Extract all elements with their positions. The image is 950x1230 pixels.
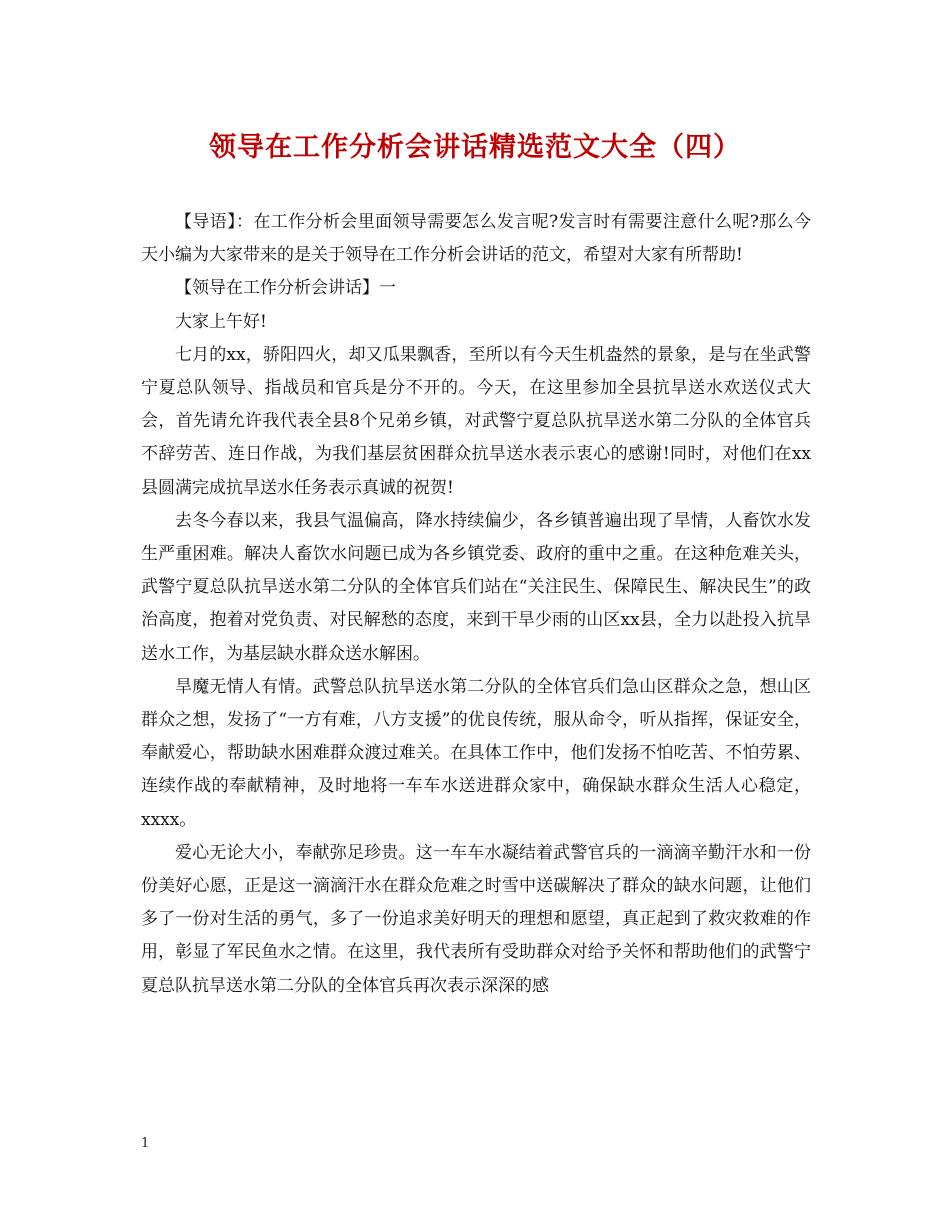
document-title: 领导在工作分析会讲话精选范文大全（四） [209,132,741,163]
paragraph-section-heading: 【领导在工作分析会讲话】一 [175,278,396,299]
paragraph-body: 去冬今春以来，我县气温偏高，降水持续偏少，各乡镇普遍出现了旱情，人畜饮水发生严重困难。解决人畜饮水问题已成为各乡镇党委、政府的重中之重。在这种危难关头，武警宁夏总队抗旱送水第二分队的全体官兵们站在“关注民生、保障民生、解决民生”的政治高度，抱着对党负责、对民解愁的态度，来到干旱少雨的山区xx县，全力以赴投入抗旱送水工作，为基层缺水群众送水解困。 [141,510,811,664]
paragraph-body: 七月的xx，骄阳四火，却又瓜果飘香，至所以有今天生机盎然的景象，是与在坐武警宁夏总队领导、指战员和官兵是分不开的。今天，在这里参加全县抗旱送水欢送仪式大会，首先请允许我代表全县8个兄弟乡镇，对武警宁夏总队抗旱送水第二分队的全体官兵不辞劳苦、连日作战，为我们基层贫困群众抗旱送水表示衷心的感谢!同时，对他们在xx县圆满完成抗旱送水任务表示真诚的祝贺! [141,344,811,498]
paragraph-greeting: 大家上午好! [175,311,267,332]
paragraph-body: 爱心无论大小，奉献弥足珍贵。这一车车水凝结着武警官兵的一滴滴辛勤汗水和一份份美好心愿，正是这一滴滴汗水在群众危难之时雪中送碳解决了群众的缺水问题，让他们多了一份对生活的勇气，多了一份追求美好明天的理想和愿望，真正起到了救灾救难的作用，彰显了军民鱼水之情。在这里，我代表所有受助群众对给予关怀和帮助他们的武警宁夏总队抗旱送水第二分队的全体官兵再次表示深深的感 [141,842,811,996]
paragraph-body: 旱魔无情人有情。武警总队抗旱送水第二分队的全体官兵们急山区群众之急，想山区群众之想，发扬了“一方有难，八方支援”的优良传统，服从命令，听从指挥，保证安全，奉献爱心，帮助缺水困难群众渡过难关。在具体工作中，他们发扬不怕吃苦、不怕劳累、连续作战的奉献精神，及时地将一车车水送进群众家中，确保缺水群众生活人心稳定，xxxx。 [141,676,811,830]
page-number: 1 [141,1136,150,1151]
document-body [141,206,811,1003]
paragraph-intro: 【导语】：在工作分析会里面领导需要怎么发言呢?发言时有需要注意什么呢?那么今天小编为大家带来的是关于领导在工作分析会讲话的范文，希望对大家有所帮助! [141,212,811,266]
